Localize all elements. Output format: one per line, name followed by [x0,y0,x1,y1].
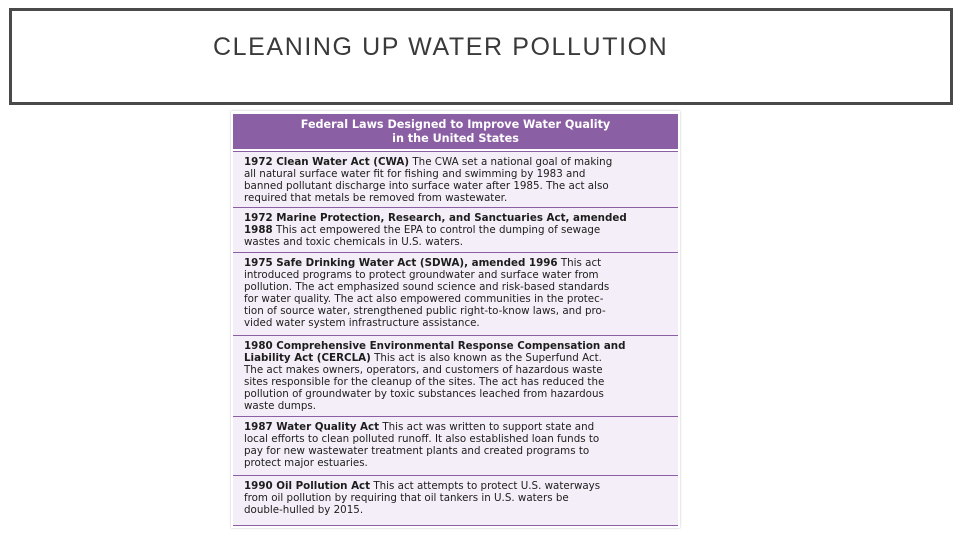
law-entry [233,151,678,207]
law-description: This act empowered the EPA to control the dumping of sewage [272,224,601,237]
law-description: pay for new wastewater treatment plants and created programs to [244,445,590,458]
law-description: This act is also known as the Superfund Act. [370,352,602,365]
law-entry-line [244,400,668,412]
law-name: 1988 [244,224,273,237]
law-name: 1975 Safe Drinking Water Act (SDWA), amended 1996 [244,257,558,269]
law-entry-line [244,192,668,204]
law-description: required that metals be removed from wastewater. [244,192,508,205]
law-description: tion of source water, strengthened public right-to-know laws, and pro- [244,305,606,318]
law-entry-line [244,376,668,388]
law-description: double-hulled by 2015. [244,504,364,517]
law-description: pollution. The act emphasized sound science and risk-based standards [244,281,610,294]
law-entry-line [244,317,668,329]
law-entry-line [244,421,668,433]
law-description: This act [557,257,602,269]
law-name: 1972 Clean Water Act (CWA) [244,156,410,168]
law-name: Liability Act (CERCLA) [244,352,371,365]
law-description: protect major estuaries. [244,457,368,470]
law-description: The CWA set a national goal of making [409,156,613,168]
law-description: sites responsible for the cleanup of the sites. The act has reduced the [244,376,605,389]
law-entry-line [244,364,668,376]
law-entry-line [244,340,668,352]
law-entry-line [244,212,668,224]
law-entry-line [244,457,668,469]
law-description: local efforts to clean polluted runoff. It also established loan funds to [244,433,600,446]
law-description: for water quality. The act also empowered communities in the protec- [244,293,604,306]
law-entry [233,207,678,252]
table-heading-line: in the United States [392,131,519,145]
law-entry-line [244,480,668,492]
law-entry [233,335,678,416]
law-entry-line [244,388,668,400]
law-description: from oil pollution by requiring that oil tankers in U.S. waters be [244,492,569,505]
table-heading [233,114,678,149]
law-entry [233,475,678,525]
law-entry-line [244,257,668,269]
law-name: 1972 Marine Protection, Research, and Sanctuaries Act, amended [244,212,627,224]
law-entry [233,416,678,475]
law-description: This act was written to support state and [379,421,595,433]
law-name: 1987 Water Quality Act [244,421,380,433]
law-description: waste dumps. [244,400,317,413]
law-entry-line [244,168,668,180]
table-bottom-rule [233,525,678,526]
law-entry-line [244,305,668,317]
law-description: wastes and toxic chemicals in U.S. waters. [244,236,464,249]
law-entry-line [244,281,668,293]
law-description: pollution of groundwater by toxic substances leached from hazardous [244,388,604,401]
law-entry-line [244,352,668,364]
law-description: introduced programs to protect groundwater and surface water from [244,269,599,282]
law-description: The act makes owners, operators, and customers of hazardous waste [244,364,603,377]
law-entry-line [244,293,668,305]
law-description: vided water system infrastructure assistance. [244,317,480,330]
law-description: all natural surface water fit for fishing and swimming by 1983 and [244,168,586,181]
law-entry [233,252,678,335]
law-entry-line [244,492,668,504]
law-description: banned pollutant discharge into surface water after 1985. The act also [244,180,609,193]
laws-table [231,111,680,528]
law-entry-line [244,504,668,516]
law-entry-line [244,180,668,192]
law-name: 1990 Oil Pollution Act [244,480,371,492]
slide-title: CLEANING UP WATER POLLUTION [213,33,669,61]
law-entry-line [244,156,668,168]
law-entry-line [244,224,668,236]
table-heading-line: Federal Laws Designed to Improve Water Quality [300,118,611,131]
law-entry-line [244,269,668,281]
law-name: 1980 Comprehensive Environmental Response Compensation and [244,340,626,352]
law-entry-line [244,236,668,248]
law-entry-line [244,433,668,445]
law-entry-line [244,445,668,457]
law-description: This act attempts to protect U.S. waterways [370,480,601,492]
